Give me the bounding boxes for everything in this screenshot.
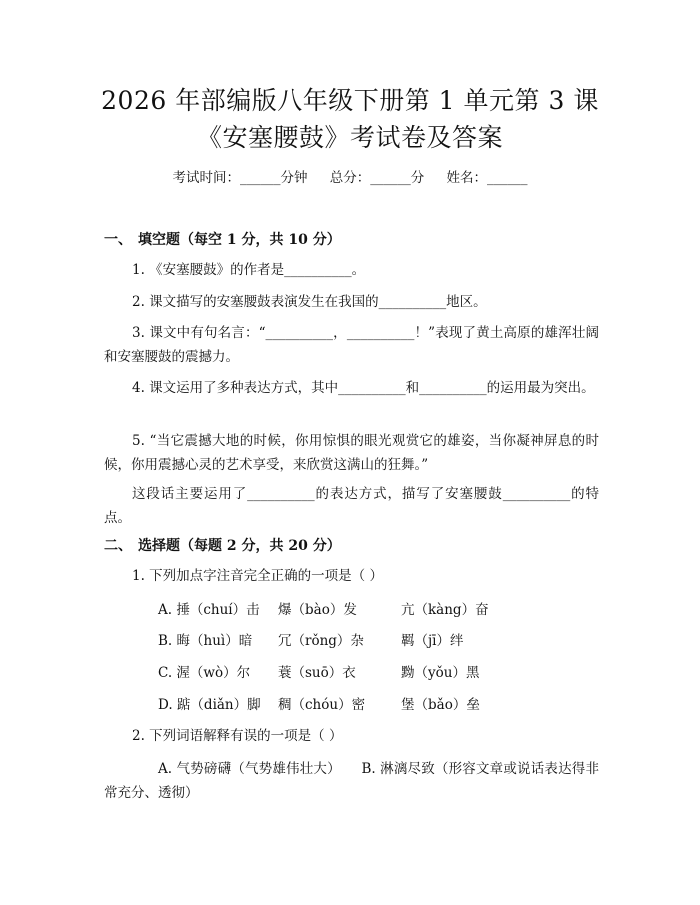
exam-score: 总分：______分 — [329, 170, 425, 186]
q1-option-a: A. 捶（chuí）击 爆（bào）发 亢（kàng）奋 — [158, 602, 489, 618]
exam-time: 考试时间：______分钟 — [172, 170, 308, 186]
section1-question-5: 5. “当它震撼大地的时候，你用惊惧的眼光观赏它的雄姿，当你凝神屏息的时候，你用震撼心灵的艺术享受，来欣赏这满山的狂舞。” — [104, 433, 599, 473]
section2-heading — [104, 536, 341, 556]
section1-question-1: 1. 《安塞腰鼓》的作者是__________。 — [132, 262, 366, 278]
section1-question-3: 3. 课文中有句名言：“__________，__________！”表现了黄土高原的雄浑壮阔和安塞腰鼓的震撼力。 — [104, 325, 599, 365]
q1-option-b: B. 晦（huì）暗 冗（rǒng）杂 羁（jī）绊 — [158, 633, 464, 649]
q2-options: A. 气势磅礴（气势雄伟壮大） B. 淋漓尽致（形容文章或说话表达得非常充分、透彻） — [104, 761, 599, 801]
exam-name: 姓名：______ — [446, 170, 528, 186]
exam-title-line1: 2026 年部编版八年级下册第 1 单元第 3 课 — [101, 86, 599, 115]
section1-question-2: 2. 课文描写的安塞腰鼓表演发生在我国的__________地区。 — [132, 294, 487, 310]
exam-meta — [0, 168, 700, 188]
section1-question-4: 4. 课文运用了多种表达方式，其中__________和__________的运用最为突出。 — [132, 380, 595, 396]
section2-question-1: 1. 下列加点字注音完全正确的一项是（ ） — [132, 568, 383, 584]
section2-number: 二、 — [104, 538, 132, 554]
section1-number: 一、 — [104, 232, 132, 248]
section1-title: 填空题（每空 1 分，共 10 分） — [138, 232, 341, 248]
section1-question-5-followup: 这段话主要运用了__________的表达方式，描写了安塞腰鼓__________的特点。 — [104, 486, 599, 526]
section1-heading — [104, 230, 341, 250]
q1-option-d: D. 踮（diǎn）脚 稠（chóu）密 堡（bǎo）垒 — [158, 697, 480, 713]
section2-question-2: 2. 下列词语解释有误的一项是（ ） — [132, 728, 343, 744]
section2-title: 选择题（每题 2 分，共 20 分） — [138, 538, 341, 554]
exam-title-line2: 《安塞腰鼓》考试卷及答案 — [196, 123, 503, 152]
q1-option-c: C. 渥（wò）尔 蓑（suō）衣 黝（yǒu）黑 — [158, 665, 480, 681]
